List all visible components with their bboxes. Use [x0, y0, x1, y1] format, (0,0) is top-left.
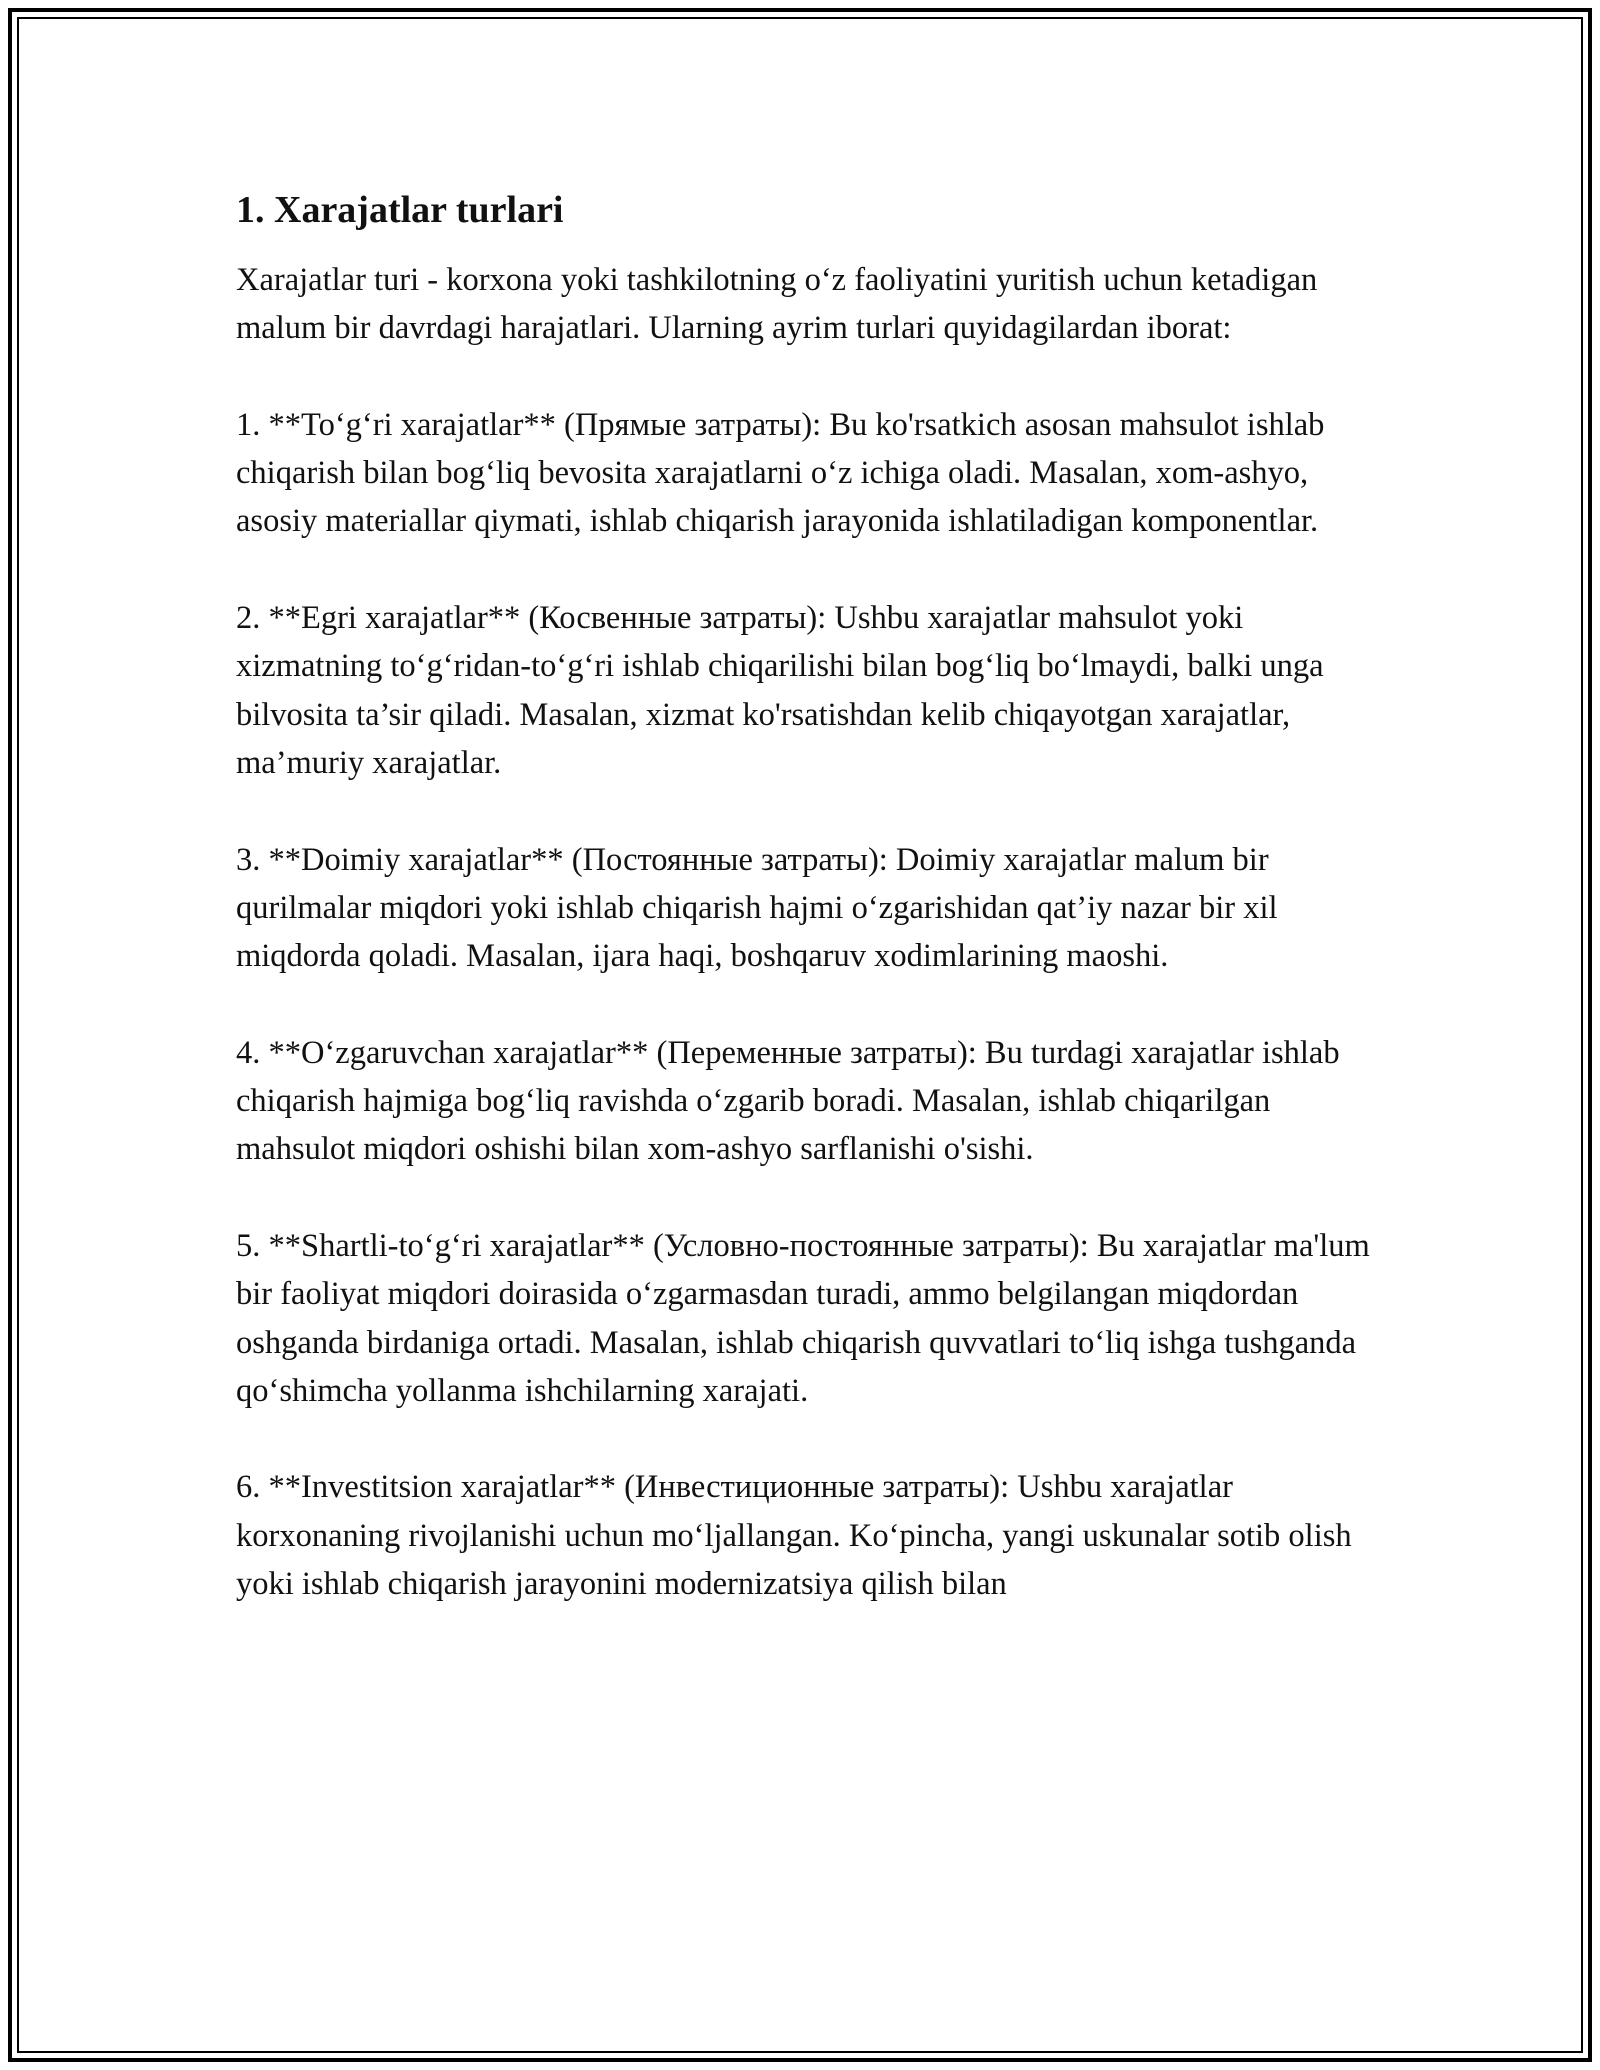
- intro-paragraph: Xarajatlar turi - korxona yoki tashkilotning o‘z faoliyatini yuritish uchun ketadigan malum bir davrdagi harajatlari. Ularning ayrim turlari quyidagilardan iborat:: [236, 262, 1318, 347]
- document-body: [236, 186, 1376, 1608]
- list-item-semi-fixed-costs: 5. **Shartli-to‘g‘ri xarajatlar** (Условно-постоянные затраты): Bu xarajatlar ma'lum bir faoliyat miqdori doirasida o‘zgarmasdan turadi, ammo belgilangan miqdordan oshganda birdaniga ortadi. Masalan, ishlab chiqarish quvvatlari to‘liq ishga tushganda qo‘shimcha yollanma ishchilarning xarajati.: [236, 1227, 1370, 1409]
- list-item-variable-costs: 4. **O‘zgaruvchan xarajatlar** (Переменные затраты): Bu turdagi xarajatlar ishlab chiqarish hajmiga bog‘liq ravishda o‘zgarib boradi. Masalan, ishlab chiqarilgan mahsulot miqdori oshishi bilan xom-ashyo sarflanishi o'sishi.: [236, 1034, 1340, 1168]
- list-item-indirect-costs: 2. **Egri xarajatlar** (Косвенные затраты): Ushbu xarajatlar mahsulot yoki xizmatning to‘g‘ridan-to‘g‘ri ishlab chiqarilishi bilan bog‘liq bo‘lmaydi, balki unga bilvosita ta’sir qiladi. Masalan, xizmat ko'rsatishdan kelib chiqayotgan xarajatlar, ma’muriy xarajatlar.: [236, 600, 1324, 781]
- section-heading: 1. Xarajatlar turlari: [236, 189, 564, 231]
- list-item-fixed-costs: 3. **Doimiy xarajatlar** (Постоянные затраты): Doimiy xarajatlar malum bir qurilmalar miqdori yoki ishlab chiqarish hajmi o‘zgarishidan qat’iy nazar bir xil miqdorda qoladi. Masalan, ijara haqi, boshqaruv xodimlarining maoshi.: [236, 841, 1278, 975]
- list-item-direct-costs: 1. **To‘g‘ri xarajatlar** (Прямые затраты): Bu ko'rsatkich asosan mahsulot ishlab chiqarish bilan bog‘liq bevosita xarajatlarni o‘z ichiga oladi. Masalan, xom-ashyo, asosiy materiallar qiymati, ishlab chiqarish jarayonida ishlatiladigan komponentlar.: [236, 406, 1325, 540]
- list-item-investment-costs: 6. **Investitsion xarajatlar** (Инвестиционные затраты): Ushbu xarajatlar korxonaning rivojlanishi uchun mo‘ljallangan. Ko‘pincha, yangi uskunalar sotib olish yoki ishlab chiqarish jarayonini modernizatsiya qilish bilan: [236, 1469, 1352, 1603]
